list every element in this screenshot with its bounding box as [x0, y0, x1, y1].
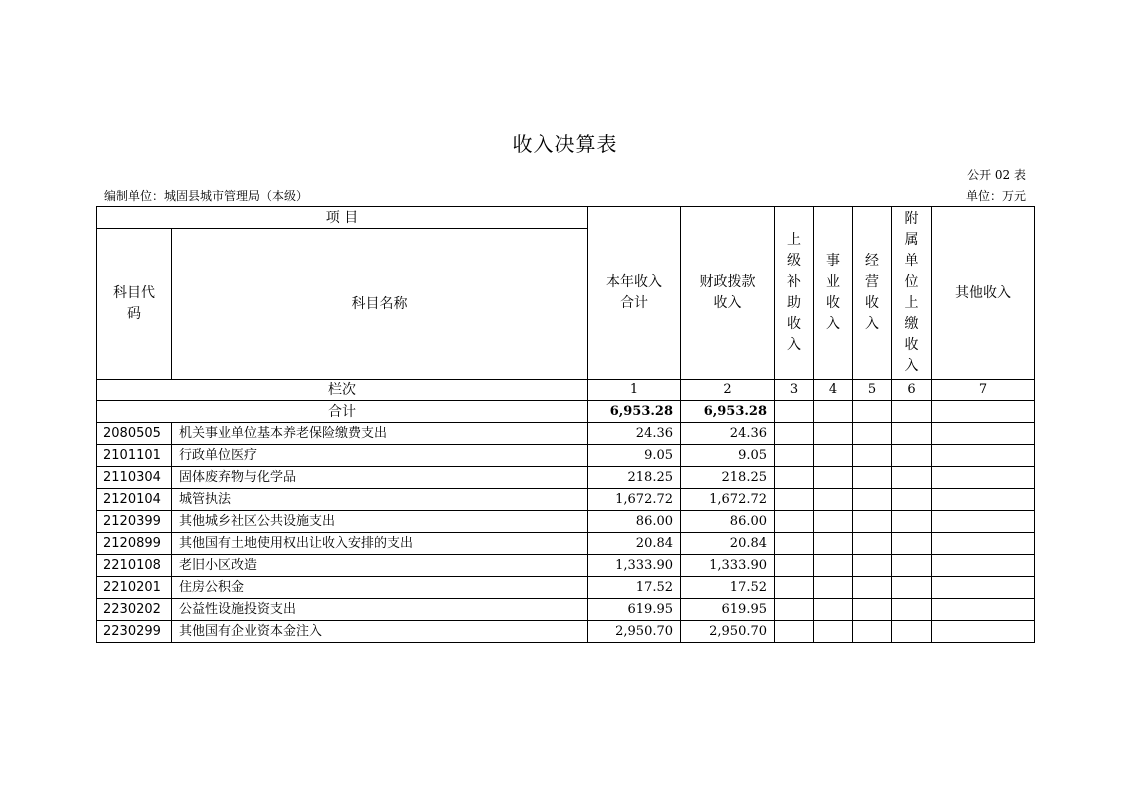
header-operating-income	[853, 207, 892, 380]
compiling-unit: 编制单位：城固县城市管理局（本级）	[104, 189, 309, 203]
header-affiliated-income-char: 附	[904, 211, 919, 227]
row-total-income: 86.00	[588, 511, 681, 533]
empty-cell	[892, 467, 932, 489]
header-superior-subsidy-char: 入	[787, 337, 802, 353]
column-number: 3	[775, 380, 814, 401]
row-fiscal-income: 86.00	[681, 511, 775, 533]
empty-cell	[775, 445, 814, 467]
column-number: 5	[853, 380, 892, 401]
header-superior-subsidy-char: 补	[787, 274, 802, 290]
empty-cell	[892, 621, 932, 643]
header-total-income-line: 合计	[620, 295, 649, 311]
header-business-income-char: 事	[826, 253, 841, 269]
empty-cell	[814, 423, 853, 445]
header-business-income	[814, 207, 853, 380]
row-code: 2210108	[97, 555, 172, 577]
row-name: 行政单位医疗	[172, 445, 588, 467]
header-operating-income-char: 经	[865, 253, 880, 269]
header-business-income-char: 收	[826, 295, 841, 311]
header-superior-subsidy-char: 收	[787, 316, 802, 332]
row-total-income: 218.25	[588, 467, 681, 489]
row-code: 2120104	[97, 489, 172, 511]
row-code: 2120899	[97, 533, 172, 555]
empty-cell	[814, 621, 853, 643]
empty-cell	[814, 489, 853, 511]
row-code: 2210201	[97, 577, 172, 599]
header-affiliated-income-char: 入	[904, 358, 919, 374]
row-total-income: 24.36	[588, 423, 681, 445]
row-name: 其他国有土地使用权出让收入安排的支出	[172, 533, 588, 555]
header-other-income: 其他收入	[932, 207, 1035, 380]
row-code: 2110304	[97, 467, 172, 489]
currency-unit: 单位：万元	[965, 189, 1026, 203]
header-affiliated-income-char: 上	[904, 295, 919, 311]
row-total-income: 20.84	[588, 533, 681, 555]
empty-cell	[892, 533, 932, 555]
empty-cell	[814, 401, 853, 423]
empty-cell	[853, 577, 892, 599]
total-income-value: 6,953.28	[588, 401, 681, 423]
empty-cell	[932, 423, 1035, 445]
column-label: 栏次	[97, 380, 588, 401]
empty-cell	[853, 621, 892, 643]
header-superior-subsidy	[775, 207, 814, 380]
row-total-income: 9.05	[588, 445, 681, 467]
header-business-income-char: 入	[826, 316, 841, 332]
header-affiliated-income-char: 收	[904, 337, 919, 353]
header-code	[97, 229, 172, 380]
row-code: 2230202	[97, 599, 172, 621]
document-number: 公开 02 表	[967, 168, 1026, 182]
empty-cell	[775, 401, 814, 423]
empty-cell	[853, 555, 892, 577]
row-fiscal-income: 17.52	[681, 577, 775, 599]
row-code: 2230299	[97, 621, 172, 643]
empty-cell	[892, 511, 932, 533]
table-row	[97, 445, 1035, 467]
header-fiscal-income	[681, 207, 775, 380]
row-fiscal-income: 619.95	[681, 599, 775, 621]
empty-cell	[932, 621, 1035, 643]
empty-cell	[892, 555, 932, 577]
table-row	[97, 577, 1035, 599]
table-row	[97, 467, 1035, 489]
column-number: 7	[932, 380, 1035, 401]
row-name: 城管执法	[172, 489, 588, 511]
row-name: 机关事业单位基本养老保险缴费支出	[172, 423, 588, 445]
row-fiscal-income: 20.84	[681, 533, 775, 555]
empty-cell	[814, 467, 853, 489]
column-number: 1	[588, 380, 681, 401]
header-business-income-char: 业	[826, 274, 841, 290]
row-name: 住房公积金	[172, 577, 588, 599]
empty-cell	[932, 511, 1035, 533]
header-code-line: 科目代	[113, 285, 155, 301]
row-code: 2101101	[97, 445, 172, 467]
empty-cell	[775, 533, 814, 555]
empty-cell	[892, 599, 932, 621]
empty-cell	[892, 445, 932, 467]
table-row	[97, 423, 1035, 445]
empty-cell	[775, 467, 814, 489]
total-fiscal-value: 6,953.28	[681, 401, 775, 423]
empty-cell	[775, 423, 814, 445]
header-superior-subsidy-char: 级	[787, 253, 802, 269]
table-row	[97, 511, 1035, 533]
empty-cell	[853, 533, 892, 555]
empty-cell	[853, 511, 892, 533]
empty-cell	[775, 511, 814, 533]
row-fiscal-income: 9.05	[681, 445, 775, 467]
row-fiscal-income: 1,333.90	[681, 555, 775, 577]
row-total-income: 17.52	[588, 577, 681, 599]
table-body	[97, 423, 1035, 643]
empty-cell	[814, 533, 853, 555]
row-total-income: 1,333.90	[588, 555, 681, 577]
column-number: 6	[892, 380, 932, 401]
header-fiscal-line: 收入	[713, 295, 742, 311]
header-affiliated-income-char: 位	[904, 274, 919, 290]
empty-cell	[932, 599, 1035, 621]
empty-cell	[775, 599, 814, 621]
empty-cell	[814, 577, 853, 599]
empty-cell	[853, 423, 892, 445]
row-code: 2120399	[97, 511, 172, 533]
page-title: 收入决算表	[512, 132, 618, 156]
empty-cell	[775, 577, 814, 599]
row-name: 其他国有企业资本金注入	[172, 621, 588, 643]
header-fiscal-line: 财政拨款	[699, 274, 756, 290]
empty-cell	[814, 511, 853, 533]
header-operating-income-char: 营	[865, 274, 880, 290]
empty-cell	[892, 401, 932, 423]
empty-cell	[814, 445, 853, 467]
header-affiliated-income-char: 属	[904, 232, 919, 248]
row-name: 公益性设施投资支出	[172, 599, 588, 621]
empty-cell	[892, 489, 932, 511]
column-number: 4	[814, 380, 853, 401]
empty-cell	[775, 621, 814, 643]
empty-cell	[932, 489, 1035, 511]
row-total-income: 2,950.70	[588, 621, 681, 643]
header-affiliated-income-char: 缴	[904, 316, 919, 332]
table-row	[97, 489, 1035, 511]
table-row	[97, 599, 1035, 621]
empty-cell	[853, 489, 892, 511]
empty-cell	[775, 489, 814, 511]
column-number: 2	[681, 380, 775, 401]
header-superior-subsidy-char: 助	[787, 295, 802, 311]
empty-cell	[775, 555, 814, 577]
empty-cell	[892, 423, 932, 445]
header-item: 项 目	[97, 207, 588, 229]
empty-cell	[814, 555, 853, 577]
header-name: 科目名称	[172, 229, 588, 380]
table-row	[97, 533, 1035, 555]
header-total-income	[588, 207, 681, 380]
empty-cell	[853, 467, 892, 489]
empty-cell	[853, 599, 892, 621]
table-row	[97, 555, 1035, 577]
header-operating-income-char: 收	[865, 295, 880, 311]
empty-cell	[932, 555, 1035, 577]
row-total-income: 1,672.72	[588, 489, 681, 511]
header-code-line: 码	[127, 306, 141, 322]
empty-cell	[892, 577, 932, 599]
row-fiscal-income: 1,672.72	[681, 489, 775, 511]
row-code: 2080505	[97, 423, 172, 445]
header-affiliated-income-char: 单	[904, 253, 919, 269]
total-label: 合计	[97, 401, 588, 423]
income-table	[96, 206, 1035, 643]
empty-cell	[932, 467, 1035, 489]
header-affiliated-income	[892, 207, 932, 380]
header-total-income-line: 本年收入	[606, 274, 663, 290]
header-superior-subsidy-char: 上	[787, 232, 802, 248]
row-name: 其他城乡社区公共设施支出	[172, 511, 588, 533]
empty-cell	[932, 533, 1035, 555]
row-fiscal-income: 2,950.70	[681, 621, 775, 643]
row-name: 固体废弃物与化学品	[172, 467, 588, 489]
empty-cell	[814, 599, 853, 621]
table-row	[97, 621, 1035, 643]
empty-cell	[853, 401, 892, 423]
header-operating-income-char: 入	[865, 316, 880, 332]
empty-cell	[932, 401, 1035, 423]
empty-cell	[932, 577, 1035, 599]
empty-cell	[853, 445, 892, 467]
row-fiscal-income: 24.36	[681, 423, 775, 445]
row-name: 老旧小区改造	[172, 555, 588, 577]
empty-cell	[932, 445, 1035, 467]
row-total-income: 619.95	[588, 599, 681, 621]
row-fiscal-income: 218.25	[681, 467, 775, 489]
